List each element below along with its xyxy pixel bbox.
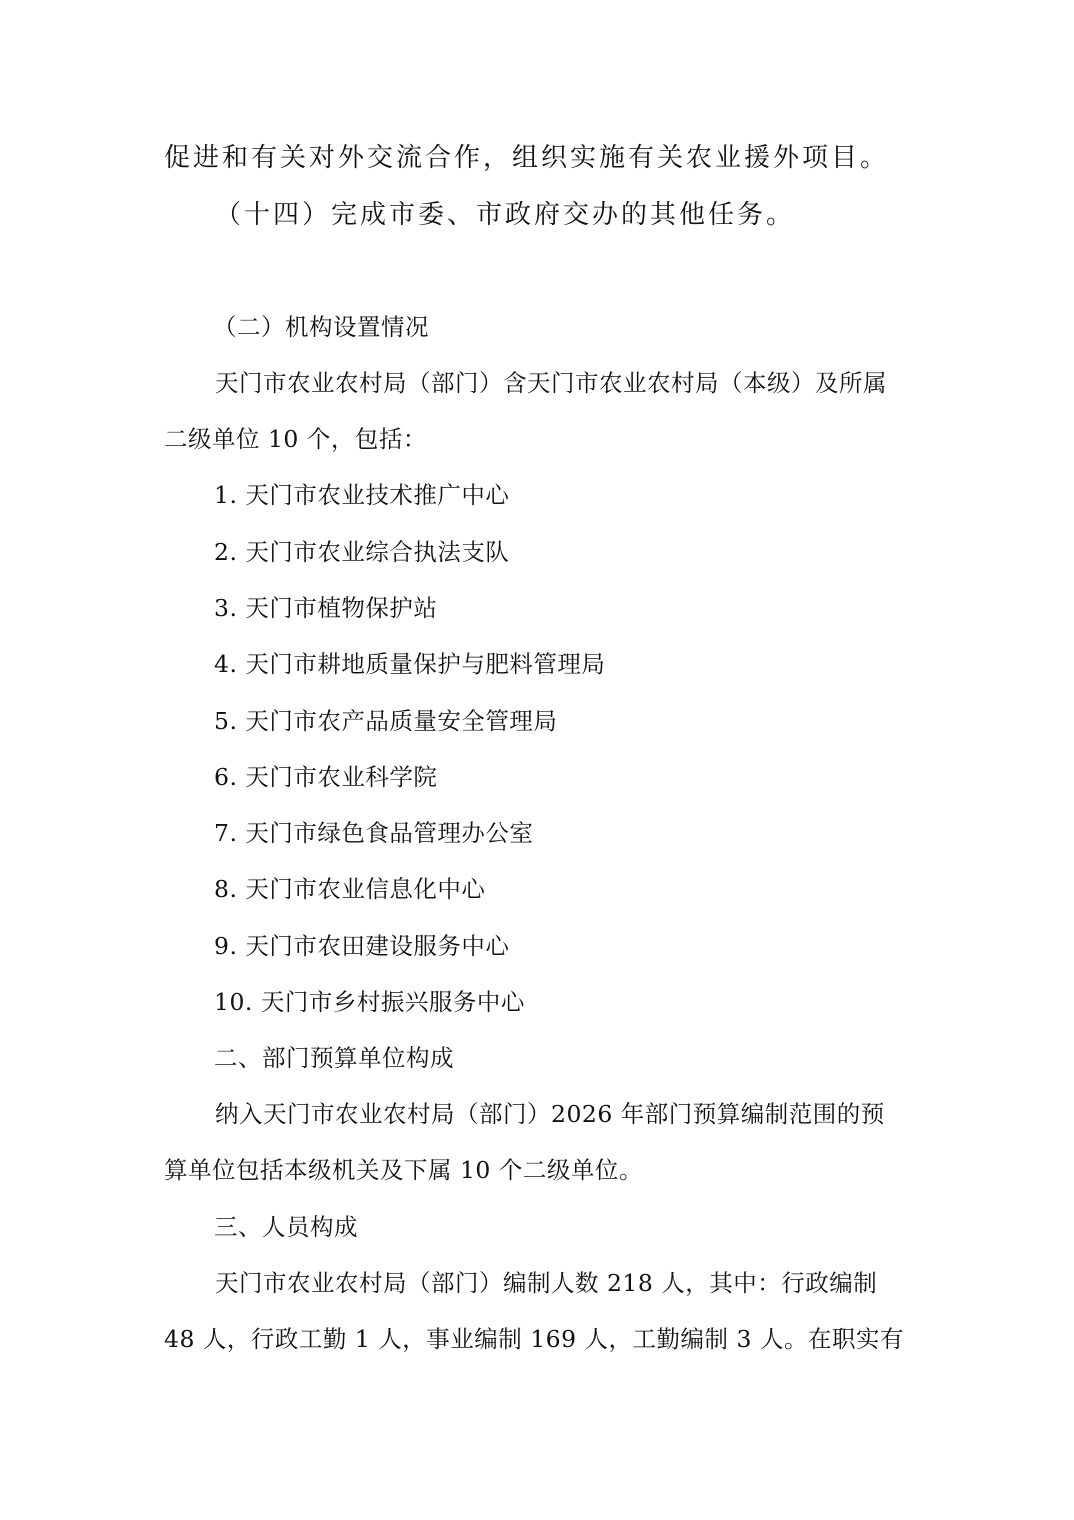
budget-units-line2: 算单位包括本级机关及下属 10 个二级单位。 [164,1156,643,1184]
unit-list-item: 5. 天门市农产品质量安全管理局 [214,707,558,735]
unit-list-item: 8. 天门市农业信息化中心 [214,875,486,903]
unit-list-item: 7. 天门市绿色食品管理办公室 [214,819,534,847]
org-setup-intro-line1: 天门市农业农村局（部门）含天门市农业农村局（本级）及所属 [215,369,887,397]
unit-list-item: 1. 天门市农业技术推广中心 [214,481,510,509]
unit-list-item: 2. 天门市农业综合执法支队 [214,538,510,566]
unit-list-item: 9. 天门市农田建设服务中心 [214,932,510,960]
unit-list-item: 6. 天门市农业科学院 [214,763,438,791]
budget-units-heading: 二、部门预算单位构成 [214,1044,454,1072]
unit-list-item: 10. 天门市乡村振兴服务中心 [214,988,525,1016]
duties-continuation-line: 促进和有关对外交流合作，组织实施有关农业援外项目。 [164,143,890,173]
budget-units-line1: 纳入天门市农业农村局（部门）2026 年部门预算编制范围的预 [215,1100,885,1128]
staff-heading: 三、人员构成 [214,1213,358,1241]
staff-line2: 48 人，行政工勤 1 人，事业编制 169 人，工勤编制 3 人。在职实有 [164,1325,904,1353]
unit-list-item: 4. 天门市耕地质量保护与肥料管理局 [214,650,606,678]
org-setup-heading: （二）机构设置情况 [213,313,429,341]
unit-list-item: 3. 天门市植物保护站 [214,594,438,622]
org-setup-intro-line2: 二级单位 10 个，包括： [164,425,427,453]
duty-item-14: （十四）完成市委、市政府交办的其他任务。 [215,200,796,230]
staff-line1: 天门市农业农村局（部门）编制人数 218 人，其中：行政编制 [215,1269,878,1297]
